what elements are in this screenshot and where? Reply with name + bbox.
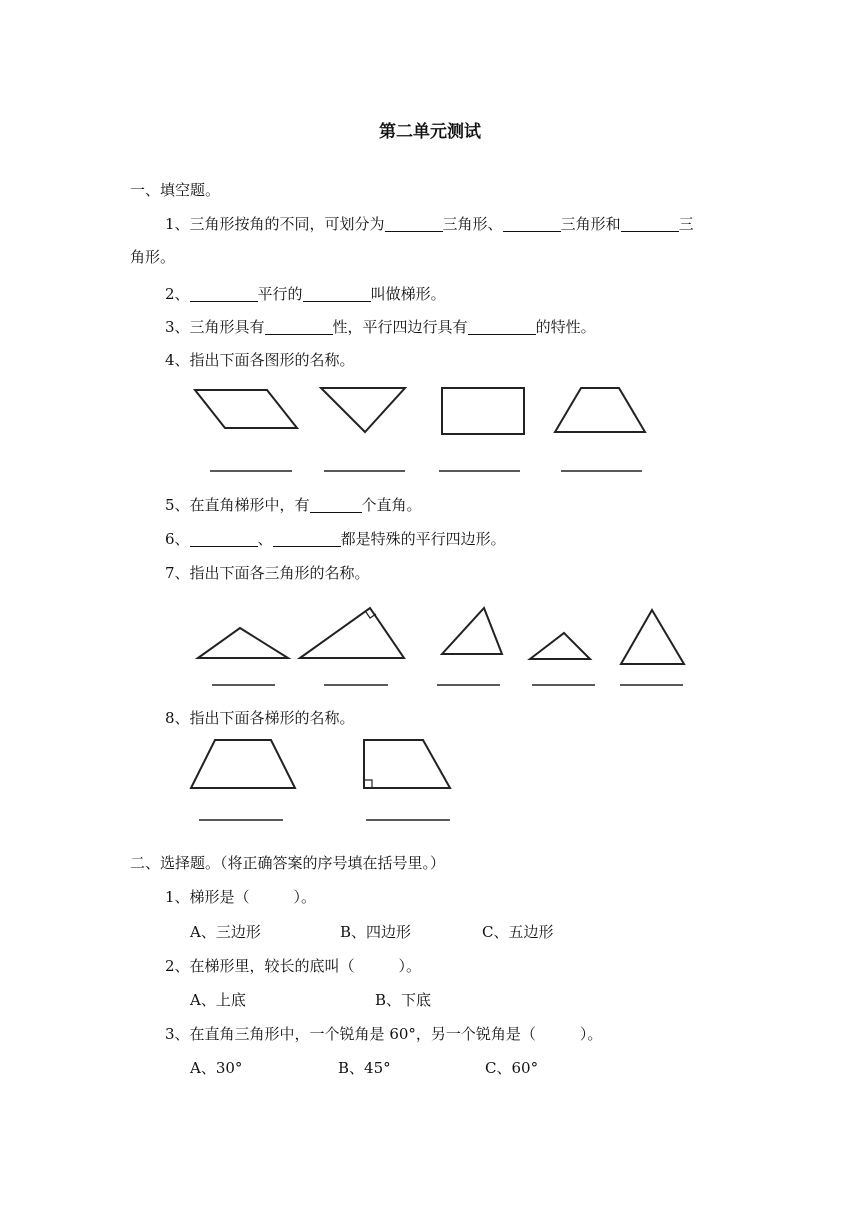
mc1-stem-b: ）。 [293, 888, 317, 906]
isosceles-trapezoid-icon [191, 740, 295, 788]
trapezoid-icon [555, 388, 645, 432]
mc2-options [190, 990, 431, 1010]
question-1 [165, 214, 694, 234]
q3-blank-2[interactable] [468, 318, 536, 335]
mc3-stem-b: ）。 [579, 1025, 603, 1043]
small-obtuse-triangle-icon [530, 633, 590, 659]
mc1-option-c[interactable]: C、五边形 [482, 923, 554, 941]
q1-blank-3[interactable] [621, 215, 679, 232]
right-trapezoid-icon [364, 740, 450, 788]
equilateral-triangle-icon [621, 610, 684, 664]
q2-text-a: 2、 [165, 285, 190, 303]
section2-heading: 二、选择题。（将正确答案的序号填在括号里。） [130, 854, 446, 872]
section1-heading: 一、填空题。 [130, 181, 221, 199]
question-5 [165, 495, 422, 515]
inverted-triangle-icon [321, 388, 405, 432]
q6-blank-1[interactable] [190, 530, 258, 547]
mc3-option-c[interactable]: C、60° [485, 1059, 539, 1077]
q6-text-a: 6、 [165, 530, 190, 548]
question-3 [165, 317, 596, 337]
mc2-option-b[interactable]: B、下底 [375, 991, 432, 1009]
q2-blank-1[interactable] [190, 285, 258, 302]
mc1-options [190, 922, 553, 942]
q5-text-a: 5、在直角梯形中，有 [165, 496, 310, 514]
mc2-option-a[interactable]: A、上底 [190, 991, 246, 1009]
question-8: 8、指出下面各梯形的名称。 [165, 709, 355, 727]
q1-blank-2[interactable] [503, 215, 561, 232]
right-triangle-icon [300, 608, 404, 658]
rectangle-icon [442, 388, 524, 434]
mc-question-2 [165, 956, 421, 976]
q5-text-b: 个直角。 [361, 496, 422, 514]
q1-text-a: 1、三角形按角的不同，可划分为 [165, 215, 385, 233]
mc3-option-a[interactable]: A、30° [190, 1059, 243, 1077]
q1-text-d: 三 [678, 215, 694, 233]
mc-question-3 [165, 1024, 602, 1044]
q2-text-b: 平行的 [257, 285, 303, 303]
q6-blank-2[interactable] [273, 530, 341, 547]
page-title: 第二单元测试 [379, 122, 481, 142]
mc1-stem-a: 1、梯形是（ [165, 888, 250, 906]
acute-triangle-icon [442, 608, 502, 654]
q1-text-b: 三角形、 [442, 215, 503, 233]
q6-text-c: 都是特殊的平行四边形。 [340, 530, 506, 548]
q8-figures [185, 735, 465, 830]
q7-figures [190, 598, 700, 693]
q2-text-c: 叫做梯形。 [370, 285, 446, 303]
q1-blank-1[interactable] [385, 215, 443, 232]
mc2-stem-a: 2、在梯形里，较长的底叫（ [165, 957, 355, 975]
q6-text-b: 、 [257, 530, 273, 548]
question-4: 4、指出下面各图形的名称。 [165, 351, 355, 369]
q3-text-b: 性，平行四边行具有 [332, 318, 468, 336]
q3-text-a: 3、三角形具有 [165, 318, 265, 336]
q3-blank-1[interactable] [265, 318, 333, 335]
q1-text-c: 三角形和 [560, 215, 621, 233]
q5-blank[interactable] [310, 496, 362, 513]
obtuse-triangle-icon [198, 628, 288, 658]
mc1-option-b[interactable]: B、四边形 [340, 923, 412, 941]
mc3-options [190, 1058, 538, 1078]
mc3-option-b[interactable]: B、45° [338, 1059, 391, 1077]
q2-blank-2[interactable] [303, 285, 371, 302]
mc2-stem-b: ）。 [398, 957, 422, 975]
mc1-option-a[interactable]: A、三边形 [190, 923, 261, 941]
mc-question-1 [165, 887, 316, 907]
q3-text-c: 的特性。 [535, 318, 596, 336]
question-7: 7、指出下面各三角形的名称。 [165, 564, 370, 582]
question-2 [165, 284, 446, 304]
question-6 [165, 529, 506, 549]
q1-continuation: 角形。 [130, 248, 176, 266]
mc3-stem-a: 3、在直角三角形中，一个锐角是 60°，另一个锐角是（ [165, 1025, 536, 1043]
q4-figures [185, 378, 665, 480]
parallelogram-icon [195, 390, 457, 428]
